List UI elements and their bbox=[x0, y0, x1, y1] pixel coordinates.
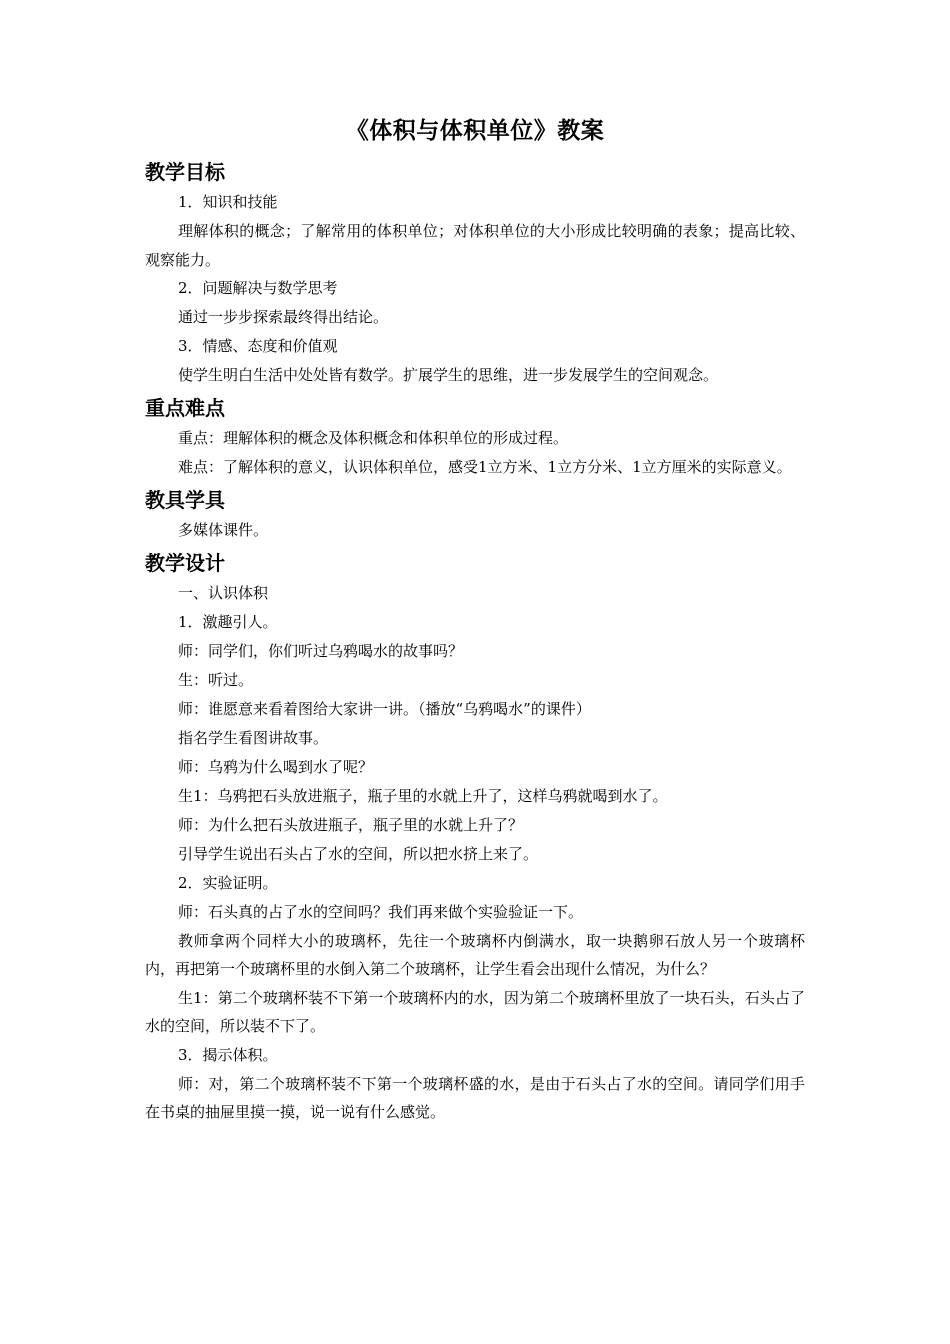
section-heading-teaching-design: 教学设计 bbox=[145, 550, 225, 575]
paragraph: 1．激趣引人。 bbox=[178, 612, 278, 631]
paragraph: 通过一步步探索最终得出结论。 bbox=[178, 308, 389, 326]
document-title: 《体积与体积单位》教案 bbox=[345, 118, 605, 144]
section-heading-key-points: 重点难点 bbox=[145, 396, 225, 420]
paragraph: 3．情感、态度和价值观 bbox=[178, 337, 338, 355]
paragraph: 3．揭示体积。 bbox=[178, 1045, 278, 1064]
paragraph: 2．实验证明。 bbox=[178, 873, 278, 892]
section-heading-teaching-aids: 教具学具 bbox=[145, 487, 225, 512]
paragraph: 生1：乌鸦把石头放进瓶子，瓶子里的水就上升了，这样乌鸦就喝到水了。 bbox=[178, 786, 668, 805]
paragraph: 难点：了解体积的意义，认识体积单位，感受1立方米、1立方分米、1立方厘米的实际意义。 bbox=[178, 458, 792, 476]
paragraph: 2．问题解决与数学思考 bbox=[178, 279, 338, 297]
paragraph: 引导学生说出石头占了水的空间，所以把水挤上来了。 bbox=[178, 844, 539, 863]
document-page bbox=[145, 112, 805, 1127]
section-heading-objectives: 教学目标 bbox=[145, 160, 225, 184]
paragraph: 教师拿两个同样大小的玻璃杯，先往一个玻璃杯内倒满水，取一块鹅卵石放人另一个玻璃杯内，再把第一个玻璃杯里的水倒入第二个玻璃杯，让学生看会出现什么情况，为什么？ bbox=[145, 931, 805, 978]
paragraph: 一、认识体积 bbox=[178, 583, 269, 602]
paragraph: 1．知识和技能 bbox=[178, 193, 278, 211]
paragraph: 师：乌鸦为什么喝到水了呢？ bbox=[178, 757, 374, 776]
paragraph: 使学生明白生活中处处皆有数学。扩展学生的思维，进一步发展学生的空间观念。 bbox=[178, 366, 719, 384]
paragraph: 生1：第二个玻璃杯装不下第一个玻璃杯内的水，因为第二个玻璃杯里放了一块石头，石头占了水的空间，所以装不下了。 bbox=[145, 988, 805, 1035]
paragraph: 师：谁愿意来看着图给大家讲一讲。（播放“乌鸦喝水”的课件） bbox=[178, 699, 591, 718]
paragraph: 多媒体课件。 bbox=[178, 520, 269, 539]
paragraph: 重点：理解体积的概念及体积概念和体积单位的形成过程。 bbox=[178, 429, 569, 447]
paragraph: 师：石头真的占了水的空间吗？我们再来做个实验验证一下。 bbox=[178, 902, 584, 921]
paragraph: 指名学生看图讲故事。 bbox=[178, 728, 329, 747]
paragraph: 师：同学们，你们听过乌鸦喝水的故事吗？ bbox=[178, 641, 464, 660]
paragraph: 师：为什么把石头放进瓶子，瓶子里的水就上升了？ bbox=[178, 815, 524, 834]
paragraph: 理解体积的概念；了解常用的体积单位；对体积单位的大小形成比较明确的表象；提高比较、观察能力。 bbox=[145, 222, 805, 269]
paragraph: 生：听过。 bbox=[178, 670, 254, 689]
paragraph: 师：对，第二个玻璃杯装不下第一个玻璃杯盛的水，是由于石头占了水的空间。请同学们用手在书桌的抽屉里摸一摸，说一说有什么感觉。 bbox=[145, 1074, 805, 1121]
